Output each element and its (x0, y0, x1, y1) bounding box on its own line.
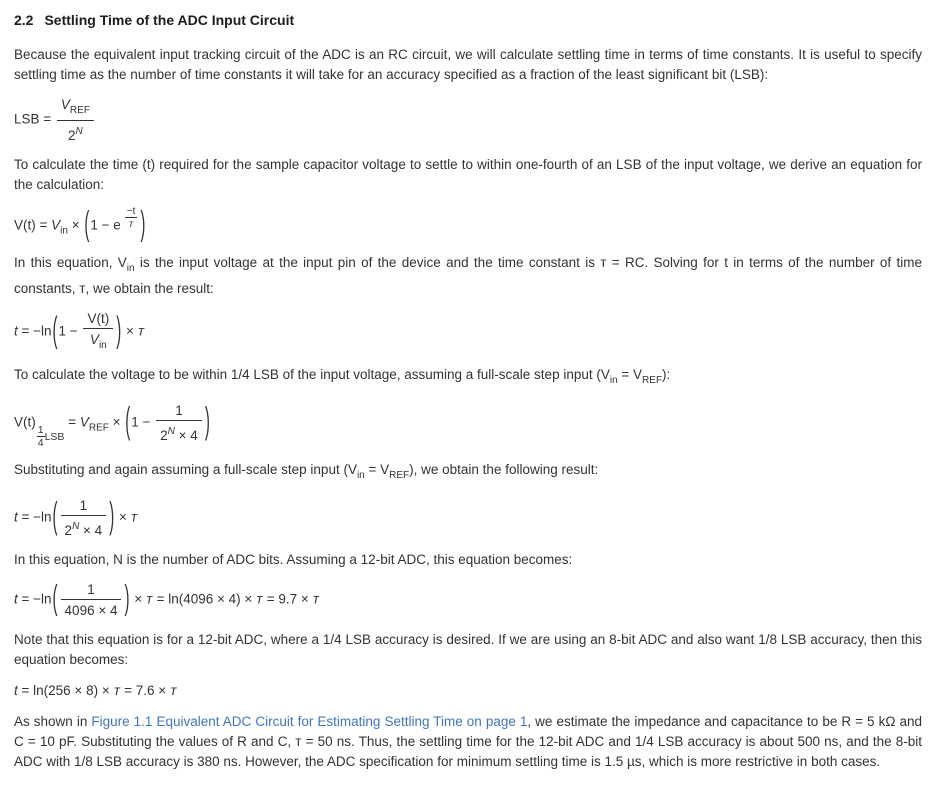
section-number: 2.2 (14, 12, 34, 28)
open-paren: ( (52, 310, 58, 351)
text-run: ), we obtain the following result: (409, 462, 599, 478)
text-run: Substituting and again assuming a full-scale step input (V (14, 462, 357, 478)
fraction-numerator (61, 497, 107, 515)
fraction-numerator (57, 96, 94, 120)
paragraph-note-8bit (14, 630, 922, 670)
text-run: N (167, 425, 175, 437)
text-run: V (60, 97, 70, 112)
text-run: 2 (160, 427, 168, 443)
text-run: ᴛ (137, 323, 145, 339)
paragraph-calc-time (14, 155, 922, 195)
text-run: t (14, 509, 18, 525)
paragraph-quarter-lsb (14, 365, 922, 391)
equation-t-ln (14, 310, 922, 354)
text-run: In this equation, V (14, 254, 127, 270)
close-paren: ) (124, 579, 130, 619)
fraction-denominator (61, 599, 122, 619)
text-run: in (609, 374, 618, 386)
fraction-denominator (125, 217, 138, 230)
text-run: ᴛ (169, 683, 177, 699)
close-paren: ) (116, 310, 122, 351)
equation-lsb (14, 96, 922, 144)
fraction-numerator (83, 310, 113, 328)
text-run: 2 (68, 128, 76, 143)
text-run: 1 − e (90, 217, 121, 233)
text-run: = ln(256 × 8) × (17, 683, 114, 699)
text-run: 4 (37, 437, 44, 450)
text-run: V(t) (87, 310, 110, 326)
text-run: 2 (64, 523, 73, 539)
text-run: In this equation, N is the number of ADC bits. Assuming a 12-bit ADC, this equation becomes: (14, 552, 573, 568)
open-paren: ( (52, 579, 58, 619)
text-run: in (126, 262, 135, 274)
open-paren: ( (125, 400, 131, 443)
text-run: ᴛ (128, 219, 134, 230)
text-run: 1 (87, 582, 95, 598)
fraction-denominator (37, 436, 45, 449)
text-run: To calculate the voltage to be within 1/4 LSB of the input voltage, assuming a full-scale step input (V (14, 366, 610, 382)
text-run: = V (617, 366, 643, 382)
text-run: ᴛ (113, 683, 121, 699)
text-run: ᴛ (256, 591, 263, 607)
text-run: = 7.6 × (120, 683, 170, 699)
text-run: ᴛ (130, 509, 138, 525)
section-heading (14, 11, 922, 29)
text-run: t (14, 323, 18, 339)
text-run: 1 − (131, 414, 155, 430)
text-run: × (122, 323, 138, 339)
text-run: × 4 (174, 427, 198, 443)
text-run: REF (69, 105, 90, 116)
fraction-numerator (125, 206, 138, 217)
text-run: N (75, 126, 83, 137)
fraction-numerator (156, 402, 202, 420)
text-run: = 9.7 × (262, 591, 313, 607)
fraction (83, 310, 113, 354)
equation-t-8bit (14, 681, 922, 701)
text-run: = −ln (17, 591, 52, 607)
paragraph-substituting (14, 460, 922, 486)
text-run: ᴛ (145, 591, 153, 607)
text-run: LSB (44, 431, 65, 444)
paragraph-time-constant (14, 253, 922, 299)
text-run: N (72, 521, 80, 533)
superscript-group (123, 206, 140, 230)
fraction (57, 96, 94, 144)
text-run: × (115, 509, 131, 525)
fraction (37, 425, 45, 449)
subscript-group (37, 425, 65, 449)
text-run: in (356, 470, 365, 482)
paragraph-intro (14, 45, 922, 85)
text-run: LSB = (14, 111, 55, 127)
text-run: V (79, 414, 89, 430)
text-run: To calculate the time (t) required for the sample capacitor voltage to settle to within one-fourth of an LSB of the input voltage, we derive an equation for the calculation: (14, 157, 922, 192)
fraction-numerator (37, 425, 45, 436)
open-paren: ( (52, 495, 58, 539)
paragraph-conclusion (14, 712, 922, 772)
text-run: is the input voltage at the input pin of the device and the time constant is ᴛ = RC. Solving for t in terms of the number of time constants, ᴛ, we obtain the result: (14, 254, 922, 296)
text-run: As shown in (14, 714, 92, 730)
fraction-numerator (61, 581, 122, 599)
text-run: 1 (79, 498, 88, 514)
text-run: Note that this equation is for a 12-bit ADC, where a 1/4 LSB accuracy is desired. If we are using an 8-bit ADC and also want 1/8 LSB accuracy, then this equation becomes: (14, 632, 922, 668)
equation-t-full-scale (14, 497, 922, 539)
paragraph-adc-bits (14, 550, 922, 570)
text-run: ᴛ (312, 591, 320, 607)
text-run: −t (126, 206, 136, 217)
text-run: t (14, 591, 18, 607)
text-run: × (67, 217, 84, 233)
text-run: V(t) (14, 414, 36, 430)
text-run: ): (662, 366, 671, 382)
text-run: 1 (37, 424, 44, 437)
text-run: t (14, 683, 18, 699)
text-run: REF (642, 374, 663, 386)
text-run: × 4 (79, 523, 103, 539)
text-run: 4096 × 4 (64, 603, 118, 619)
text-run: V (51, 217, 61, 233)
text-run: 1 − (58, 323, 82, 339)
text-run: = ln(4096 × 4) × (152, 591, 257, 607)
text-run: , we estimate the impedance and capacitance to be R = 5 kΩ and C = 10 pF. Substituting the values of R and C, ᴛ = 50 ns. Thus, the settling time for the 12-bit ADC and 1/4 LSB accuracy is about 500 ns, and the 8-bit ADC with 1/8 LSB accuracy is 380 ns. However, the ADC specification for minimum settling time is 1.5 µs, which is more restrictive in both cases. (14, 714, 922, 770)
text-run: in (98, 339, 107, 351)
text-run: × (108, 414, 125, 430)
text-run: REF (389, 470, 410, 482)
fraction (61, 581, 122, 619)
fraction (61, 497, 107, 539)
close-paren: ) (109, 495, 115, 539)
text-run: V(t) = (14, 217, 52, 233)
close-paren: ) (140, 205, 146, 245)
text-run: = V (364, 462, 390, 478)
fraction (125, 206, 138, 230)
equation-vt-quarter-lsb (14, 402, 922, 450)
text-run: Because the equivalent input tracking circuit of the ADC is an RC circuit, we will calculate settling time in terms of time constants. It is useful to specify settling time as the number of time constants it will take for an accuracy specified as a fraction of the least significant bit (LSB): (14, 47, 922, 82)
text-run: = (64, 414, 80, 430)
text-run: in (60, 225, 68, 237)
text-run: = −ln (17, 323, 52, 339)
fraction-denominator (61, 515, 107, 539)
fraction (156, 402, 202, 444)
figure-reference-link[interactable]: Figure 1.1 Equivalent ADC Circuit for Estimating Settling Time on page 1 (91, 714, 528, 730)
text-run: REF (88, 422, 109, 434)
close-paren: ) (204, 400, 210, 443)
open-paren: ( (84, 205, 90, 245)
text-run: × (130, 591, 146, 607)
equation-vt-step-response (14, 205, 922, 245)
fraction-denominator (156, 420, 202, 444)
text-run: 1 (175, 402, 183, 418)
fraction-denominator (83, 328, 113, 354)
section-title: Settling Time of the ADC Input Circuit (44, 12, 295, 28)
text-run: = −ln (17, 509, 52, 525)
text-run: V (89, 331, 99, 347)
equation-t-12bit (14, 581, 922, 619)
fraction-denominator (57, 120, 94, 144)
